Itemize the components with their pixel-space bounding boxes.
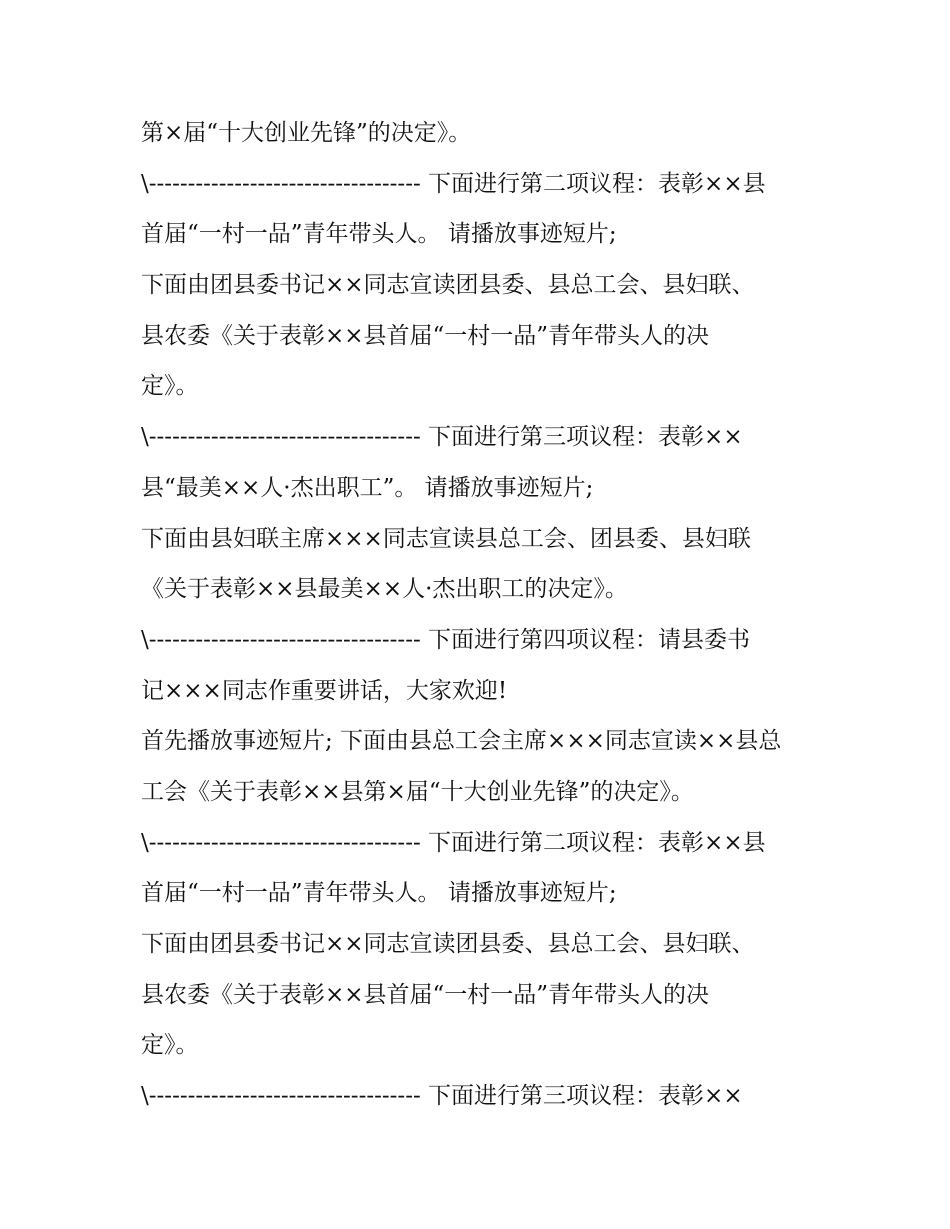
text-line: 县农委《关于表彰××县首届“一村一品”青年带头人的决 (141, 322, 710, 349)
text-line: 《关于表彰××县最美××人·杰出职工的决定》。 (141, 576, 628, 603)
text-line: 下面由团县委书记××同志宣读团县委、县总工会、县妇联、 (141, 931, 755, 957)
text-line: 下面由县妇联主席×××同志宣读县总工会、团县委、县妇联 (141, 525, 751, 552)
text-line: \----------------------------------- 下面进行第四项议程：请县委书 (141, 626, 751, 653)
text-line: 记×××同志作重要讲话，大家欢迎! (141, 677, 508, 704)
text-line: 县“最美××人·杰出职工”。 请播放事迹短片; (141, 474, 594, 501)
text-line: \----------------------------------- 下面进行第二项议程：表彰××县 (141, 170, 766, 197)
text-line: \----------------------------------- 下面进行第三项议程：表彰×× (141, 1083, 743, 1110)
text-line: 定》。 (141, 1032, 199, 1059)
text-line: 下面由团县委书记××同志宣读团县委、县总工会、县妇联、 (141, 272, 755, 299)
text-line: 首届“一村一品”青年带头人。 请播放事迹短片; (141, 221, 617, 248)
text-line: \----------------------------------- 下面进行第二项议程：表彰××县 (141, 829, 766, 856)
text-line: 首先播放事迹短片; 下面由县总工会主席×××同志宣读××县总 (141, 728, 782, 755)
document-body (141, 108, 821, 1122)
text-line: 第×届“十大创业先锋”的决定》。 (141, 120, 472, 146)
text-line: 工会《关于表彰××县第×届“十大创业先锋”的决定》。 (141, 778, 694, 805)
text-line: 县农委《关于表彰××县首届“一村一品”青年带头人的决 (141, 981, 710, 1008)
text-line: 定》。 (141, 373, 199, 400)
text-line: \----------------------------------- 下面进行第三项议程：表彰×× (141, 424, 743, 451)
text-line: 首届“一村一品”青年带头人。 请播放事迹短片; (141, 880, 617, 907)
